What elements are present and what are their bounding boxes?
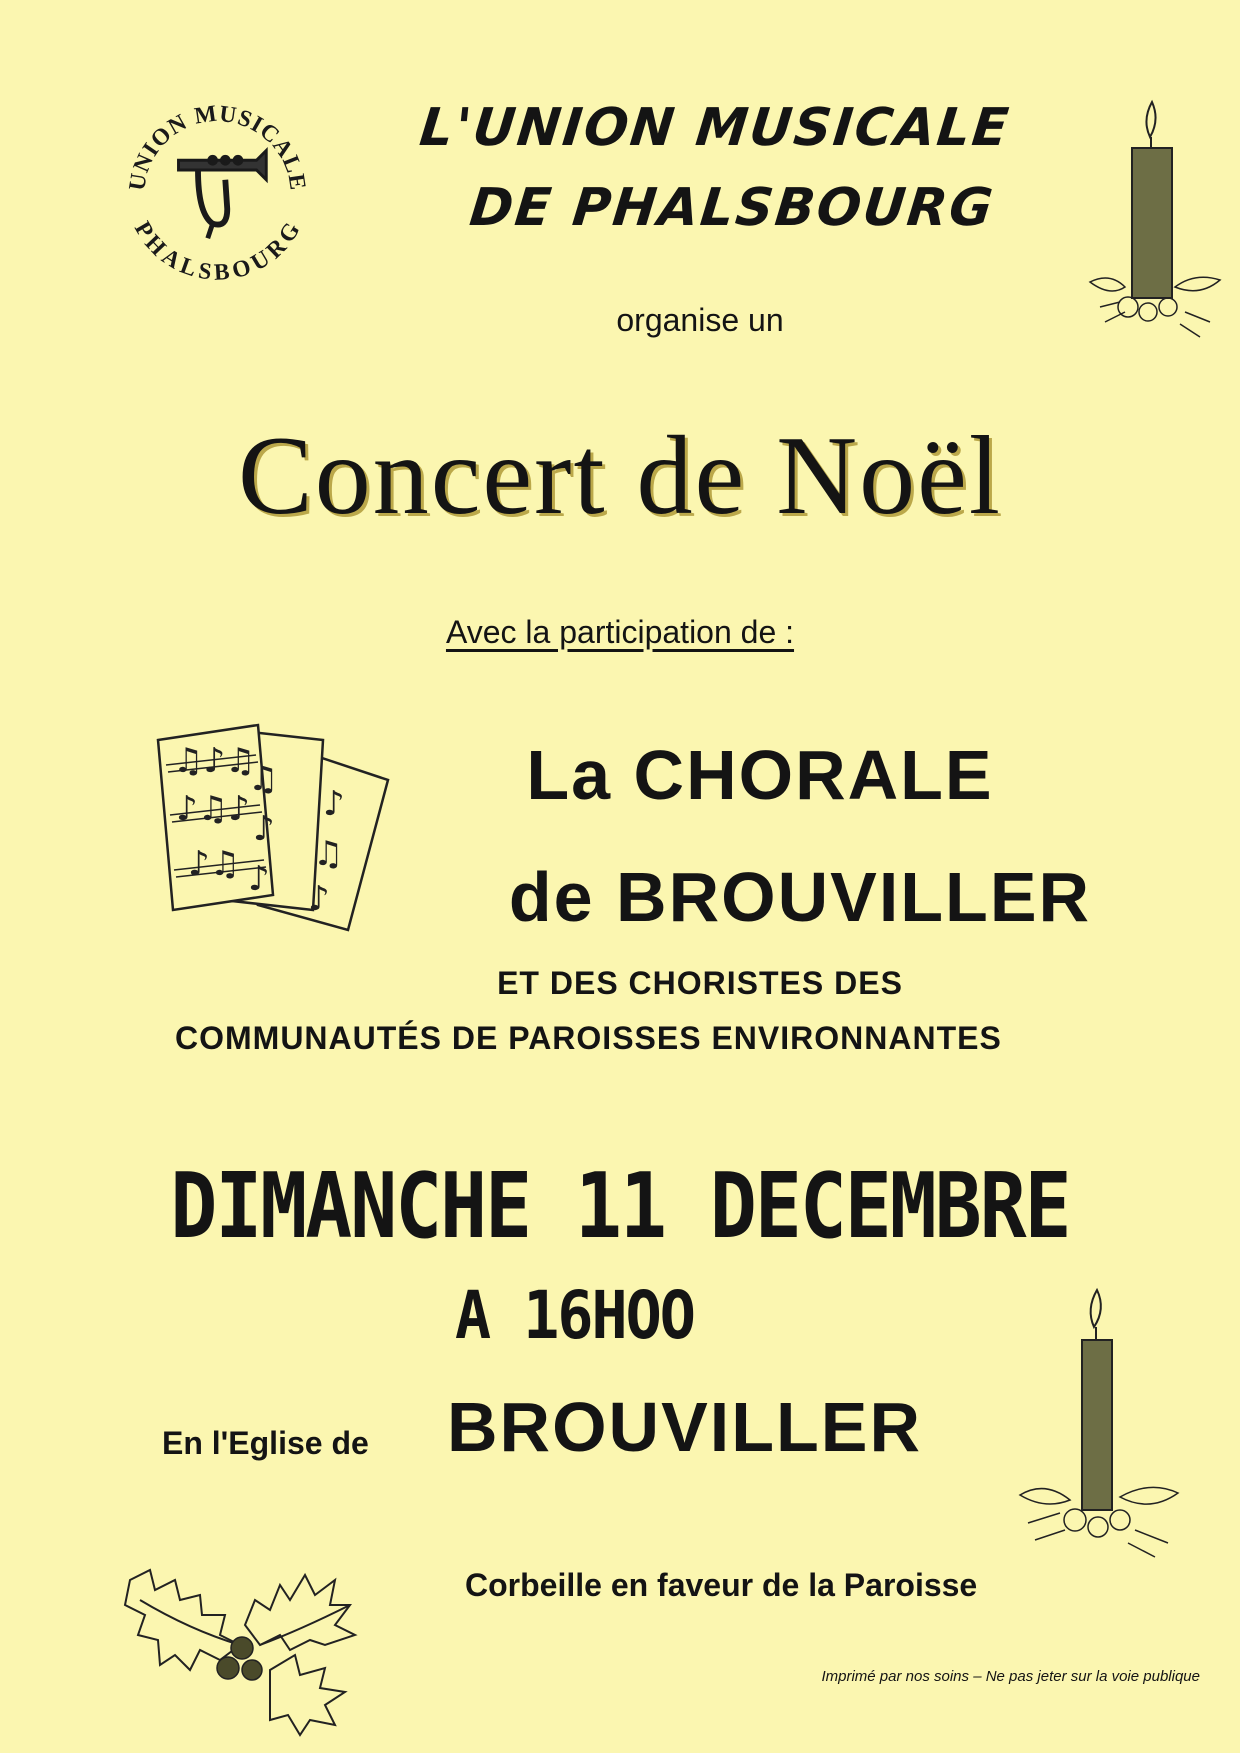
organizer-line-1: L'UNION MUSICALE bbox=[416, 98, 1013, 158]
choir-line-2: de BROUVILLER bbox=[508, 858, 1092, 936]
footer-notice: Imprimé par nos soins – Ne pas jeter sur la voie publique bbox=[821, 1668, 1200, 1685]
participation-label-text: Avec la participation de : bbox=[445, 614, 795, 650]
svg-text:♪: ♪ bbox=[248, 859, 270, 899]
svg-text:♫♪♫: ♫♪♫ bbox=[173, 741, 256, 781]
participation-label bbox=[0, 614, 1240, 651]
collection-text: Corbeille en faveur de la Paroisse bbox=[465, 1567, 978, 1603]
event-date: DIMANCHE 11 DECEMBRE bbox=[170, 1155, 1070, 1259]
svg-text:♪♫♪: ♪♫♪ bbox=[176, 789, 250, 829]
logo-bottom-text: PHALSBOURG bbox=[128, 217, 306, 286]
concert-title: Concert de Noël bbox=[238, 414, 1002, 538]
venue-prefix: En l'Eglise de bbox=[162, 1425, 369, 1461]
svg-text:♪♫: ♪♫ bbox=[188, 844, 241, 884]
choristes-line-2: COMMUNAUTÉS DE PAROISSES ENVIRONNANTES bbox=[175, 1020, 1002, 1056]
event-time: A 16HOO bbox=[455, 1277, 694, 1355]
venue-town: BROUVILLER bbox=[447, 1388, 922, 1466]
choristes-line-1: ET DES CHORISTES DES bbox=[497, 965, 903, 1001]
holly-icon bbox=[120, 1520, 400, 1740]
trumpet-saxophone-icon bbox=[179, 151, 267, 239]
organise-text: organise un bbox=[616, 302, 784, 338]
svg-text:♪: ♪ bbox=[323, 784, 345, 824]
svg-text:♪: ♪ bbox=[253, 809, 275, 849]
svg-text:♪: ♪ bbox=[308, 879, 330, 919]
logo-top-text: UNION MUSICALE bbox=[124, 100, 311, 193]
svg-text:♫: ♫ bbox=[248, 759, 279, 799]
svg-text:♫: ♫ bbox=[313, 834, 344, 874]
organizer-line-2: DE PHALSBOURG bbox=[466, 178, 998, 238]
choir-line-1: La CHORALE bbox=[526, 736, 994, 814]
union-musicale-logo bbox=[120, 92, 315, 287]
candle-icon bbox=[1010, 1285, 1185, 1565]
